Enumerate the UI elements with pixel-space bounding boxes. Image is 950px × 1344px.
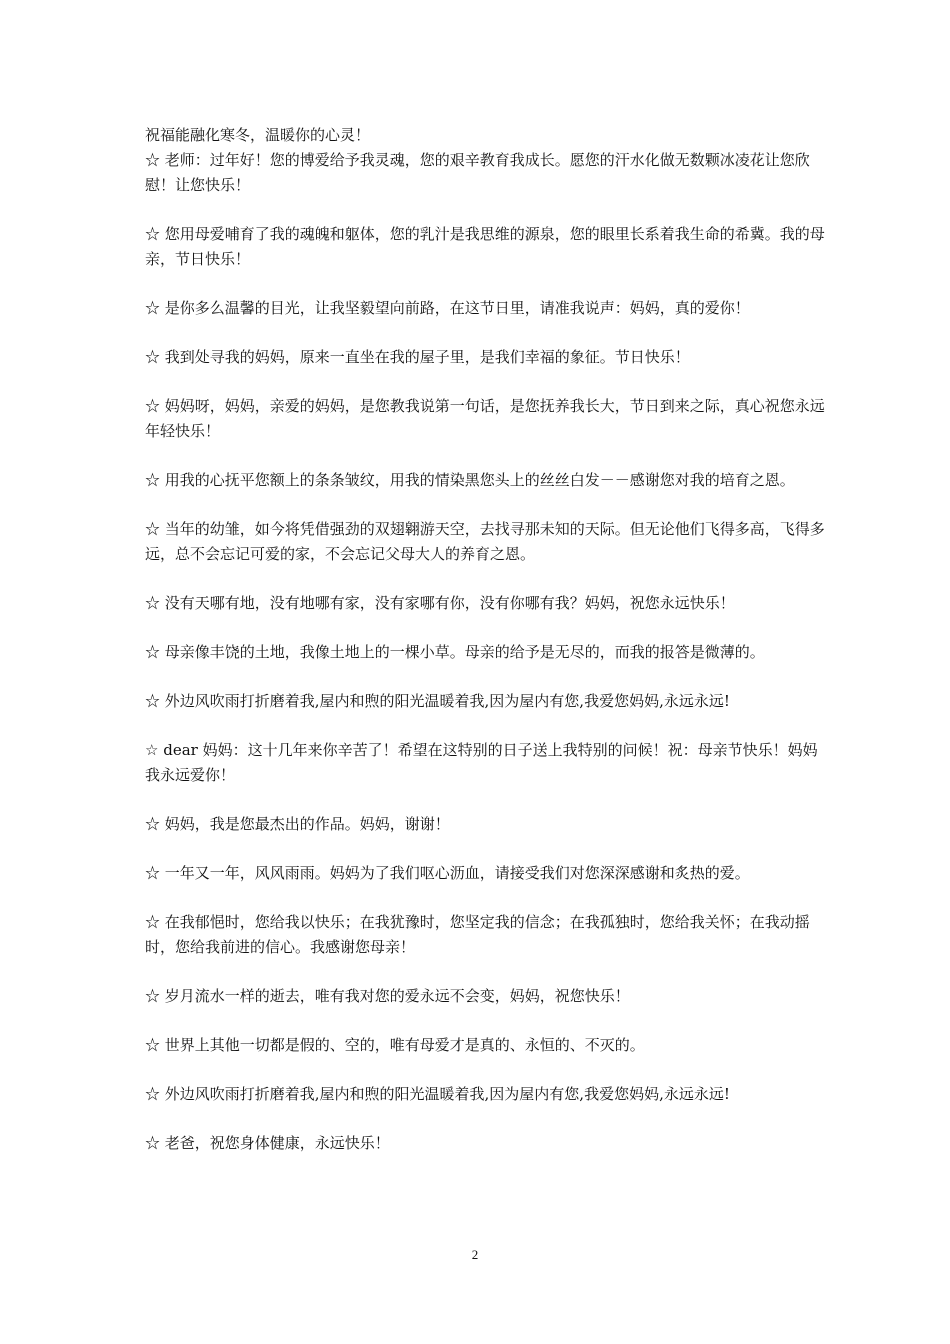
paragraph: ☆ 在我郁悒时，您给我以快乐；在我犹豫时，您坚定我的信念；在我孤独时，您给我关怀；在我动摇时，您给我前进的信心。我感谢您母亲！	[145, 913, 810, 956]
paragraph: ☆ 当年的幼雏，如今将凭借强劲的双翅翱游天空，去找寻那未知的天际。但无论他们飞得多高，飞得多远，总不会忘记可爱的家，不会忘记父母大人的养育之恩。	[145, 520, 825, 563]
page-number: 2	[471, 1247, 479, 1262]
paragraph: ☆ 母亲像丰饶的土地，我像土地上的一棵小草。母亲的给予是无尽的，而我的报答是微薄的。	[145, 643, 765, 661]
paragraph: ☆ 是你多么温馨的目光，让我坚毅望向前路，在这节日里，请准我说声：妈妈，真的爱你！	[145, 299, 750, 317]
paragraph: ☆ 岁月流水一样的逝去，唯有我对您的爱永远不会变，妈妈，祝您快乐！	[145, 987, 630, 1005]
paragraph: ☆ 老师：过年好！您的博爱给予我灵魂，您的艰辛教育我成长。愿您的汗水化做无数颗冰凌花让您欣慰！让您快乐！	[145, 151, 810, 194]
paragraph: 祝福能融化寒冬，温暖你的心灵！	[145, 126, 371, 144]
paragraph: ☆ 妈妈，我是您最杰出的作品。妈妈，谢谢！	[145, 815, 450, 833]
paragraph: ☆ 外边风吹雨打折磨着我,屋内和煦的阳光温暖着我,因为屋内有您,我爱您妈妈,永远永远!	[145, 692, 730, 710]
paragraph: ☆ 世界上其他一切都是假的、空的，唯有母爱才是真的、永恒的、不灭的。	[145, 1036, 645, 1054]
paragraph: ☆ 老爸，祝您身体健康，永远快乐！	[145, 1134, 390, 1152]
paragraph: ☆ 一年又一年，风风雨雨。妈妈为了我们呕心沥血，请接受我们对您深深感谢和炙热的爱。	[145, 864, 750, 882]
document-body	[145, 123, 825, 1180]
paragraph: ☆ 我到处寻我的妈妈，原来一直坐在我的屋子里，是我们幸福的象征。节日快乐！	[145, 348, 690, 366]
paragraph: ☆ 用我的心抚平您额上的条条皱纹，用我的情染黑您头上的丝丝白发－－感谢您对我的培育之恩。	[145, 471, 795, 489]
paragraph: ☆ dear 妈妈：这十几年来你辛苦了！希望在这特别的日子送上我特别的问候！祝：母亲节快乐！妈妈我永远爱你！	[145, 741, 818, 784]
paragraph: ☆ 您用母爱哺育了我的魂魄和躯体，您的乳汁是我思维的源泉，您的眼里长系着我生命的希冀。我的母亲，节日快乐！	[145, 225, 825, 268]
paragraph: ☆ 妈妈呀，妈妈，亲爱的妈妈，是您教我说第一句话，是您抚养我长大，节日到来之际，真心祝您永远年轻快乐！	[145, 397, 825, 440]
paragraph: ☆ 没有天哪有地，没有地哪有家，没有家哪有你，没有你哪有我？妈妈，祝您永远快乐！	[145, 594, 735, 612]
paragraph: ☆ 外边风吹雨打折磨着我,屋内和煦的阳光温暖着我,因为屋内有您,我爱您妈妈,永远永远!	[145, 1085, 730, 1103]
